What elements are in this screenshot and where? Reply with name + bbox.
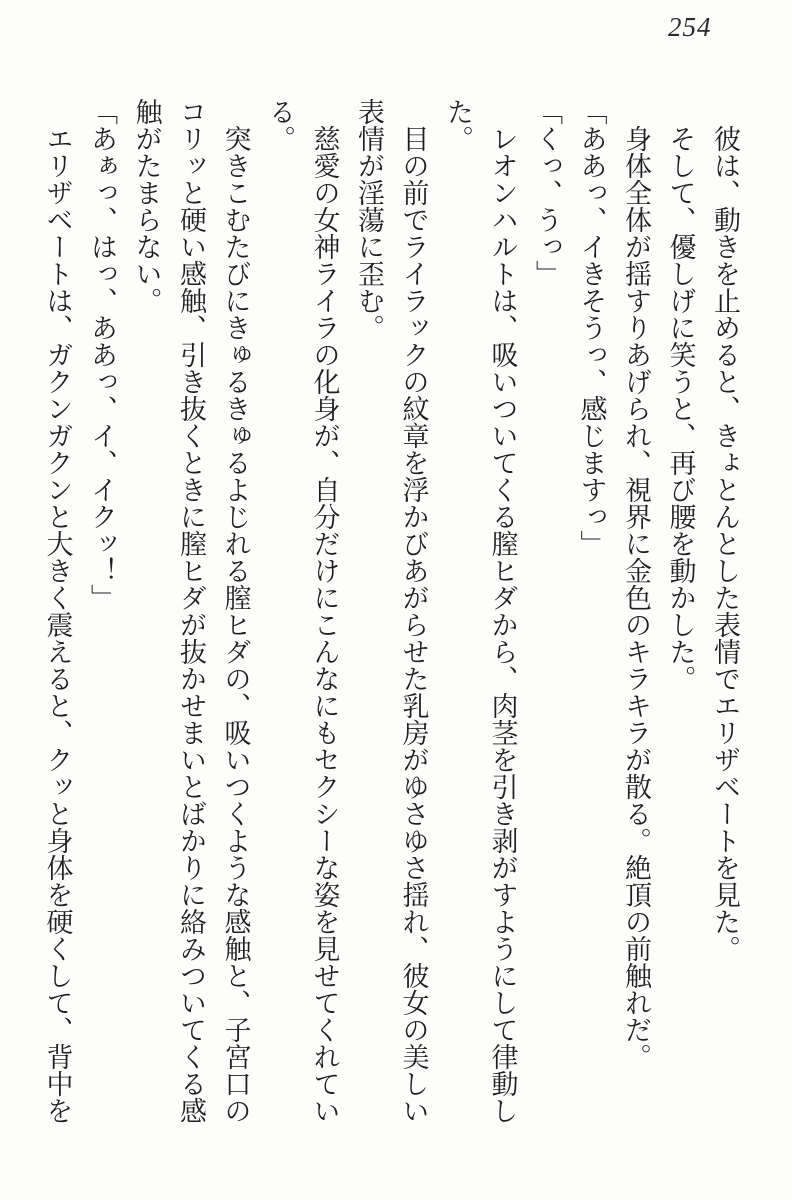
text-line: そして、優しげに笑うと、再び腰を動かした。 bbox=[665, 98, 696, 692]
text-line: 触がたまらない。 bbox=[131, 98, 162, 314]
text-line: 「くっ、うっ」 bbox=[532, 98, 562, 287]
text-line: 彼は、動きを止めると、きょとんとした表情でエリザベートを見た。 bbox=[710, 98, 740, 962]
text-line: コリッと硬い感触、引き抜くときに膣ヒダが抜かせまいとばかりに絡みついてくる感 bbox=[176, 98, 206, 1124]
text-line: 身体全体が揺すりあげられ、視界に金色のキラキラが散る。絶頂の前触れだ。 bbox=[621, 98, 651, 1070]
page-number: 254 bbox=[668, 12, 712, 42]
text-line: 目の前でライラックの紋章を浮かびあがらせた乳房がゆさゆさ揺れ、彼女の美しい bbox=[398, 98, 429, 1124]
text-line: 慈愛の女神ライラの化身が、自分だけにこんなにもセクシーな姿を見せてくれてい bbox=[309, 98, 340, 1124]
text-line: 突きこむたびにきゅるきゅるよじれる膣ヒダの、吸いつくような感触と、子宮口の bbox=[220, 98, 251, 1124]
text-line: 表情が淫蕩に歪む。 bbox=[354, 98, 384, 341]
text-line: た。 bbox=[443, 98, 473, 152]
text-line: 「ああっ、イきそうっ、感じますっ」 bbox=[576, 98, 607, 557]
text-line: 「あぁっ、はっ、ああっ、イ、イクッ！」 bbox=[87, 98, 117, 611]
text-line: エリザベートは、ガクンガクンと大きく震えると、クッと身体を硬くして、背中を bbox=[42, 98, 73, 1124]
text-line: レオンハルトは、吸いついてくる膣ヒダから、肉茎を引き剥がすようにして律動し bbox=[487, 98, 518, 1124]
text-line: る。 bbox=[265, 98, 295, 152]
page-text bbox=[35, 98, 747, 1148]
